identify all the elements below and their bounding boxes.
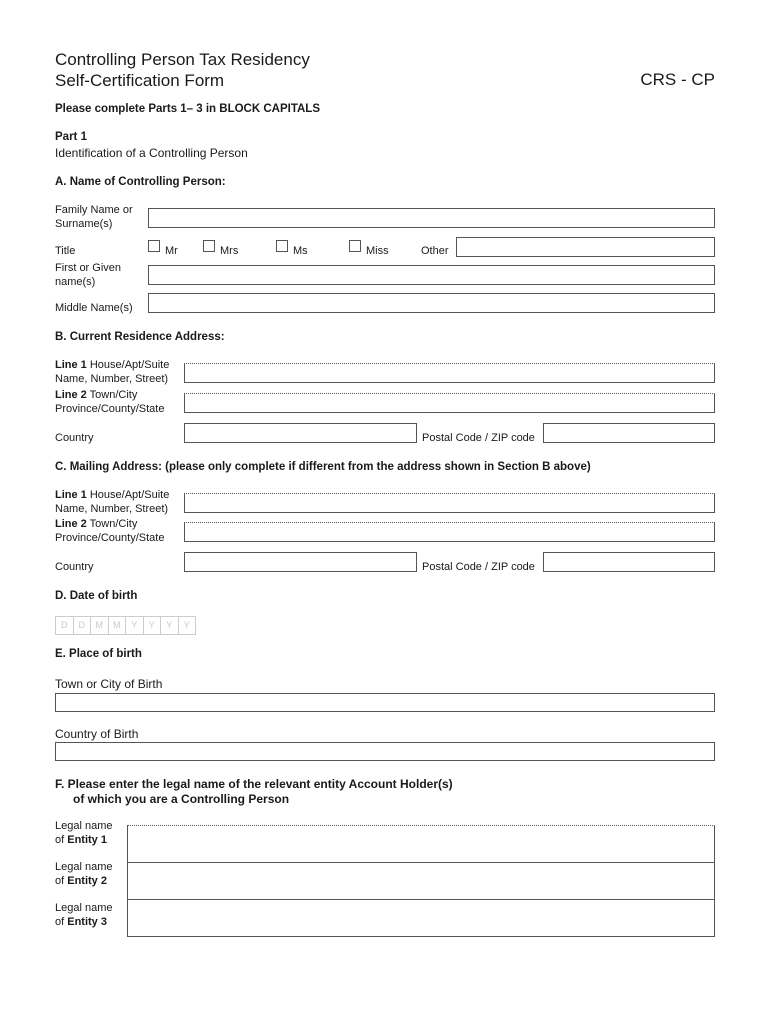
b-line1-input[interactable] — [184, 363, 715, 383]
c-line2-label: Line 2 Town/City Province/County/State — [55, 518, 165, 544]
middle-name-label: Middle Name(s) — [55, 302, 133, 314]
b-country-label: Country — [55, 432, 94, 444]
middle-name-input[interactable] — [148, 293, 715, 313]
c-line2-input[interactable] — [184, 522, 715, 542]
entity3-input[interactable] — [127, 899, 715, 937]
b-postal-input[interactable] — [543, 423, 715, 443]
part1-subtitle: Identification of a Controlling Person — [55, 146, 248, 160]
dob-year-cell[interactable]: Y — [178, 616, 197, 635]
b-line2-label: Line 2 Town/City Province/County/State — [55, 389, 165, 415]
first-name-input[interactable] — [148, 265, 715, 285]
dob-day-cell[interactable]: D — [73, 616, 92, 635]
dob-year-cell[interactable]: Y — [160, 616, 179, 635]
dob-day-cell[interactable]: D — [55, 616, 74, 635]
first-name-label: First or Given name(s) — [55, 262, 122, 288]
section-d-heading: D. Date of birth — [55, 590, 138, 602]
title-other-input[interactable] — [456, 237, 715, 257]
entity1-input[interactable] — [127, 825, 715, 863]
b-postal-label: Postal Code / ZIP code — [422, 432, 535, 444]
c-line1-input[interactable] — [184, 493, 715, 513]
section-c-heading: C. Mailing Address: (please only complete if different from the address shown in Section B above) — [55, 461, 591, 473]
title-mr-checkbox[interactable] — [148, 240, 160, 252]
c-line1-label: Line 1 House/Apt/Suite Name, Number, Street) — [55, 489, 170, 515]
section-b-heading: B. Current Residence Address: — [55, 331, 225, 343]
country-of-birth-input[interactable] — [55, 742, 715, 761]
title-miss-checkbox[interactable] — [349, 240, 361, 252]
dob-year-cell[interactable]: Y — [125, 616, 144, 635]
family-name-label: Family Name or Surname(s) — [55, 204, 133, 230]
entity2-input[interactable] — [127, 862, 715, 900]
title-mrs-checkbox[interactable] — [203, 240, 215, 252]
instruction-text: Please complete Parts 1– 3 in BLOCK CAPITALS — [55, 103, 321, 115]
c-postal-input[interactable] — [543, 552, 715, 572]
c-country-input[interactable] — [184, 552, 417, 572]
entity3-label: Legal name of Entity 3 — [55, 902, 113, 928]
country-of-birth-label: Country of Birth — [55, 727, 139, 741]
town-of-birth-label: Town or City of Birth — [55, 677, 163, 691]
dob-month-cell[interactable]: M — [90, 616, 109, 635]
title-mr-label: Mr — [165, 245, 178, 257]
title-miss-label: Miss — [366, 245, 389, 257]
b-line2-input[interactable] — [184, 393, 715, 413]
date-of-birth-input[interactable] — [55, 616, 195, 635]
family-name-input[interactable] — [148, 208, 715, 228]
section-a-heading: A. Name of Controlling Person: — [55, 176, 226, 188]
town-of-birth-input[interactable] — [55, 693, 715, 712]
b-country-input[interactable] — [184, 423, 417, 443]
b-line1-label: Line 1 House/Apt/Suite Name, Number, Street) — [55, 359, 170, 385]
title-mrs-label: Mrs — [220, 245, 239, 257]
dob-month-cell[interactable]: M — [108, 616, 127, 635]
dob-year-cell[interactable]: Y — [143, 616, 162, 635]
form-title-line1: Controlling Person Tax Residency — [55, 50, 310, 69]
title-label: Title — [55, 245, 76, 257]
form-code: CRS - CP — [640, 70, 715, 89]
section-f-heading: F. Please enter the legal name of the relevant entity Account Holder(s) of which you are a Controlling Person — [55, 777, 453, 806]
part1-label: Part 1 — [55, 131, 87, 143]
title-ms-checkbox[interactable] — [276, 240, 288, 252]
title-other-label: Other — [421, 245, 449, 257]
c-country-label: Country — [55, 561, 94, 573]
entity2-label: Legal name of Entity 2 — [55, 861, 113, 887]
c-postal-label: Postal Code / ZIP code — [422, 561, 535, 573]
form-title-line2: Self-Certification Form — [55, 71, 225, 90]
title-ms-label: Ms — [293, 245, 308, 257]
entity1-label: Legal name of Entity 1 — [55, 820, 113, 846]
section-e-heading: E. Place of birth — [55, 648, 142, 660]
